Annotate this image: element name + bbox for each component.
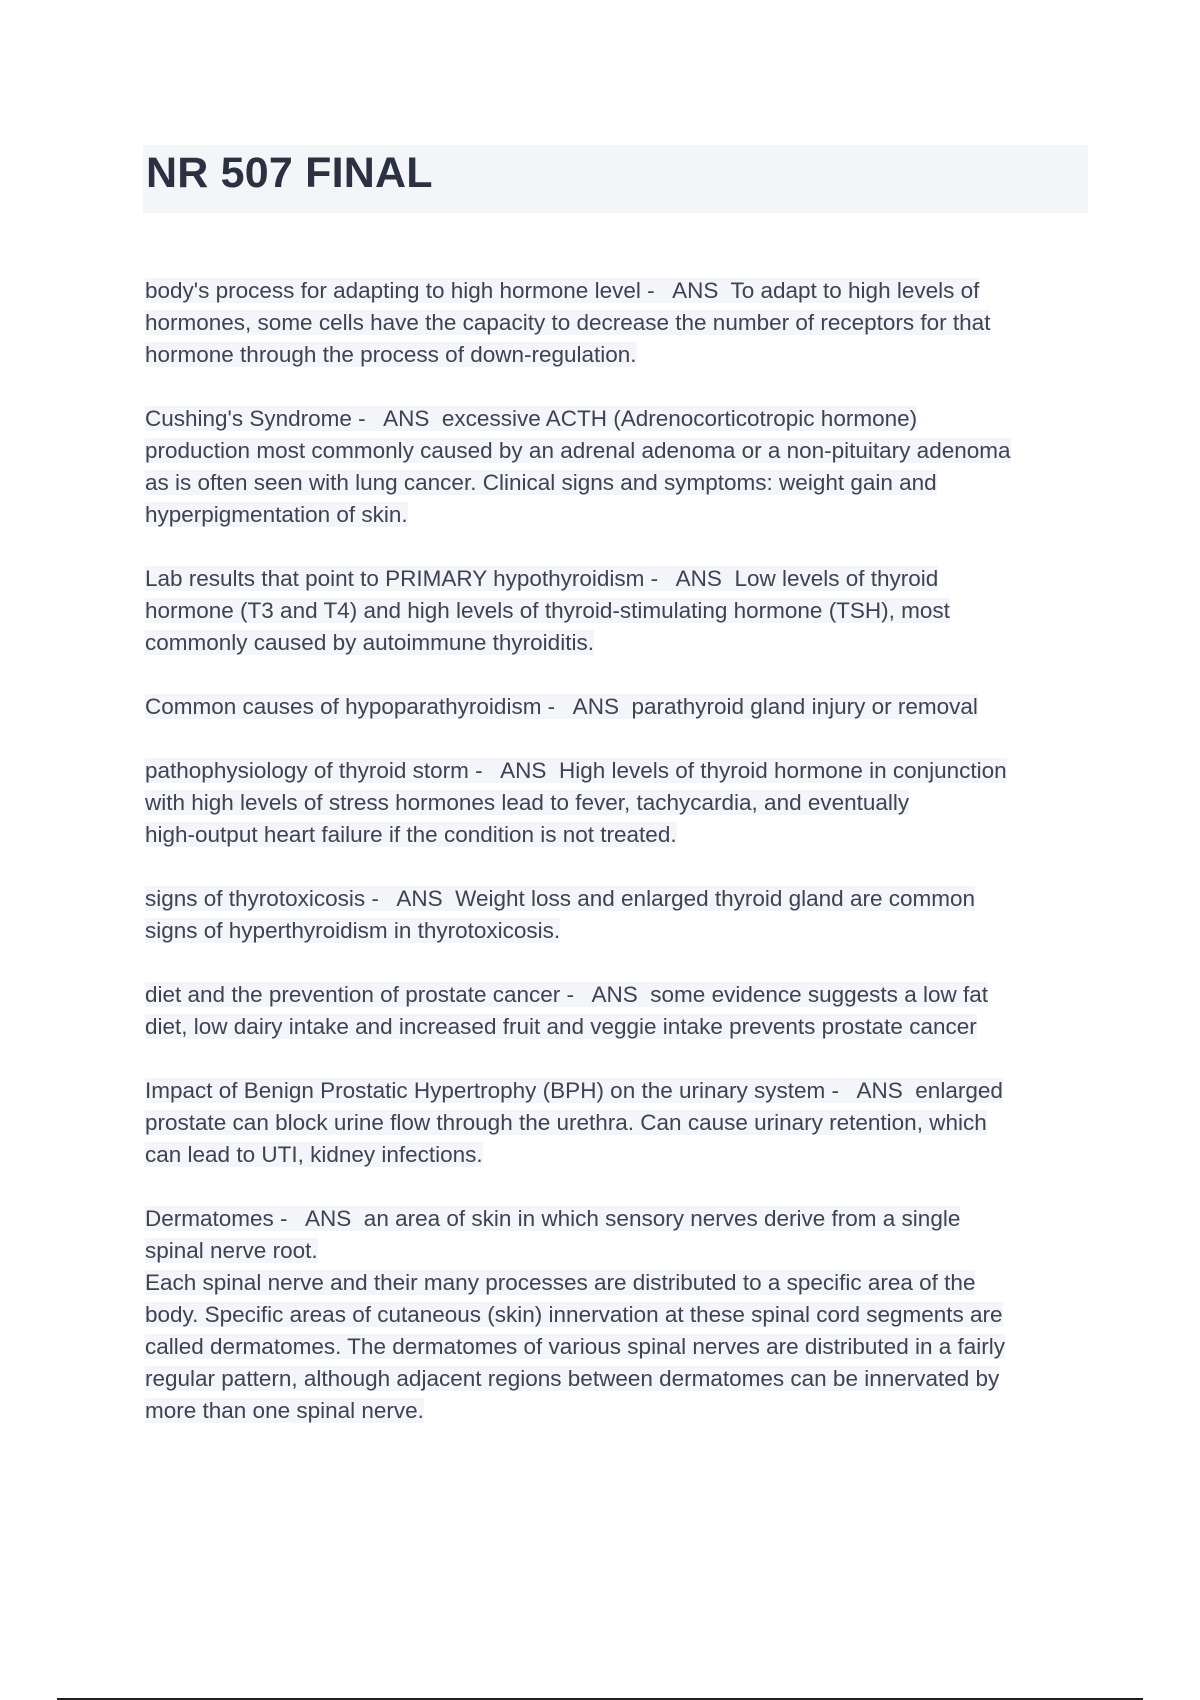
- qa-line-text: hyperpigmentation of skin.: [145, 502, 408, 527]
- qa-line: [145, 627, 1090, 659]
- qa-line-text: production most commonly caused by an adrenal adenoma or a non-pituitary adenoma: [145, 438, 1011, 463]
- qa-entry: [145, 755, 1090, 851]
- qa-line-text: prostate can block urine flow through the urethra. Can cause urinary retention, which: [145, 1110, 987, 1135]
- qa-line-text: regular pattern, although adjacent regions between dermatomes can be innervated by: [145, 1366, 1000, 1391]
- qa-line: [145, 819, 1090, 851]
- qa-line-text: Impact of Benign Prostatic Hypertrophy (BPH) on the urinary system - ANS enlarged: [145, 1078, 1003, 1103]
- qa-line-text: as is often seen with lung cancer. Clinical signs and symptoms: weight gain and: [145, 470, 937, 495]
- qa-line: [145, 1235, 1090, 1267]
- qa-line: [145, 1011, 1090, 1043]
- page-title: NR 507 FINAL: [146, 149, 433, 197]
- qa-line: [145, 307, 1090, 339]
- qa-line-text: hormones, some cells have the capacity to decrease the number of receptors for that: [145, 310, 991, 335]
- qa-entry: [145, 691, 1090, 723]
- qa-line-text: hormone through the process of down-regulation.: [145, 342, 637, 367]
- qa-line: [145, 467, 1090, 499]
- qa-line-text: commonly caused by autoimmune thyroiditis.: [145, 630, 594, 655]
- qa-line-text: diet and the prevention of prostate cancer - ANS some evidence suggests a low fat: [145, 982, 988, 1007]
- qa-line: [145, 499, 1090, 531]
- qa-line: [145, 1299, 1090, 1331]
- qa-entry: [145, 979, 1090, 1043]
- qa-line-text: signs of thyrotoxicosis - ANS Weight loss and enlarged thyroid gland are common: [145, 886, 975, 911]
- qa-line-text: body. Specific areas of cutaneous (skin) innervation at these spinal cord segments are: [145, 1302, 1003, 1327]
- qa-entry: [145, 563, 1090, 659]
- qa-line-text: hormone (T3 and T4) and high levels of thyroid-stimulating hormone (TSH), most: [145, 598, 950, 623]
- qa-line: [145, 1331, 1090, 1363]
- qa-line: [145, 883, 1090, 915]
- qa-line: [145, 691, 1090, 723]
- qa-line: [145, 755, 1090, 787]
- qa-line: [145, 403, 1090, 435]
- qa-entry: [145, 275, 1090, 371]
- qa-line-text: signs of hyperthyroidism in thyrotoxicosis.: [145, 918, 561, 943]
- qa-line: [145, 1107, 1090, 1139]
- qa-line-text: pathophysiology of thyroid storm - ANS High levels of thyroid hormone in conjunction: [145, 758, 1007, 783]
- qa-line-text: body's process for adapting to high hormone level - ANS To adapt to high levels of: [145, 278, 980, 303]
- qa-line: [145, 1139, 1090, 1171]
- qa-line: [145, 1267, 1090, 1299]
- qa-line: [145, 1363, 1090, 1395]
- document-body: [145, 275, 1090, 1459]
- qa-line: [145, 563, 1090, 595]
- qa-line-text: more than one spinal nerve.: [145, 1398, 424, 1423]
- qa-line: [145, 979, 1090, 1011]
- qa-line-text: Cushing's Syndrome - ANS excessive ACTH (Adrenocorticotropic hormone): [145, 406, 918, 431]
- qa-line-text: spinal nerve root.: [145, 1238, 318, 1263]
- qa-line-text: Common causes of hypoparathyroidism - ANS parathyroid gland injury or removal: [145, 694, 978, 719]
- qa-line: [145, 595, 1090, 627]
- qa-line-text: with high levels of stress hormones lead to fever, tachycardia, and eventually: [145, 790, 910, 815]
- qa-line-text: Dermatomes - ANS an area of skin in which sensory nerves derive from a single: [145, 1206, 961, 1231]
- qa-line: [145, 435, 1090, 467]
- qa-line-text: Lab results that point to PRIMARY hypothyroidism - ANS Low levels of thyroid: [145, 566, 939, 591]
- qa-line-text: high-output heart failure if the condition is not treated.: [145, 822, 677, 847]
- qa-line-text: called dermatomes. The dermatomes of various spinal nerves are distributed in a fairly: [145, 1334, 1005, 1359]
- qa-line-text: diet, low dairy intake and increased fruit and veggie intake prevents prostate cancer: [145, 1014, 977, 1039]
- qa-line-text: Each spinal nerve and their many processes are distributed to a specific area of the: [145, 1270, 976, 1295]
- qa-line: [145, 1075, 1090, 1107]
- qa-entry: [145, 1075, 1090, 1171]
- qa-line: [145, 915, 1090, 947]
- qa-entry: [145, 403, 1090, 531]
- qa-line: [145, 1395, 1090, 1427]
- qa-line: [145, 275, 1090, 307]
- qa-entry: [145, 1203, 1090, 1427]
- qa-line: [145, 1203, 1090, 1235]
- qa-entry: [145, 883, 1090, 947]
- qa-line: [145, 787, 1090, 819]
- qa-line-text: can lead to UTI, kidney infections.: [145, 1142, 483, 1167]
- qa-line: [145, 339, 1090, 371]
